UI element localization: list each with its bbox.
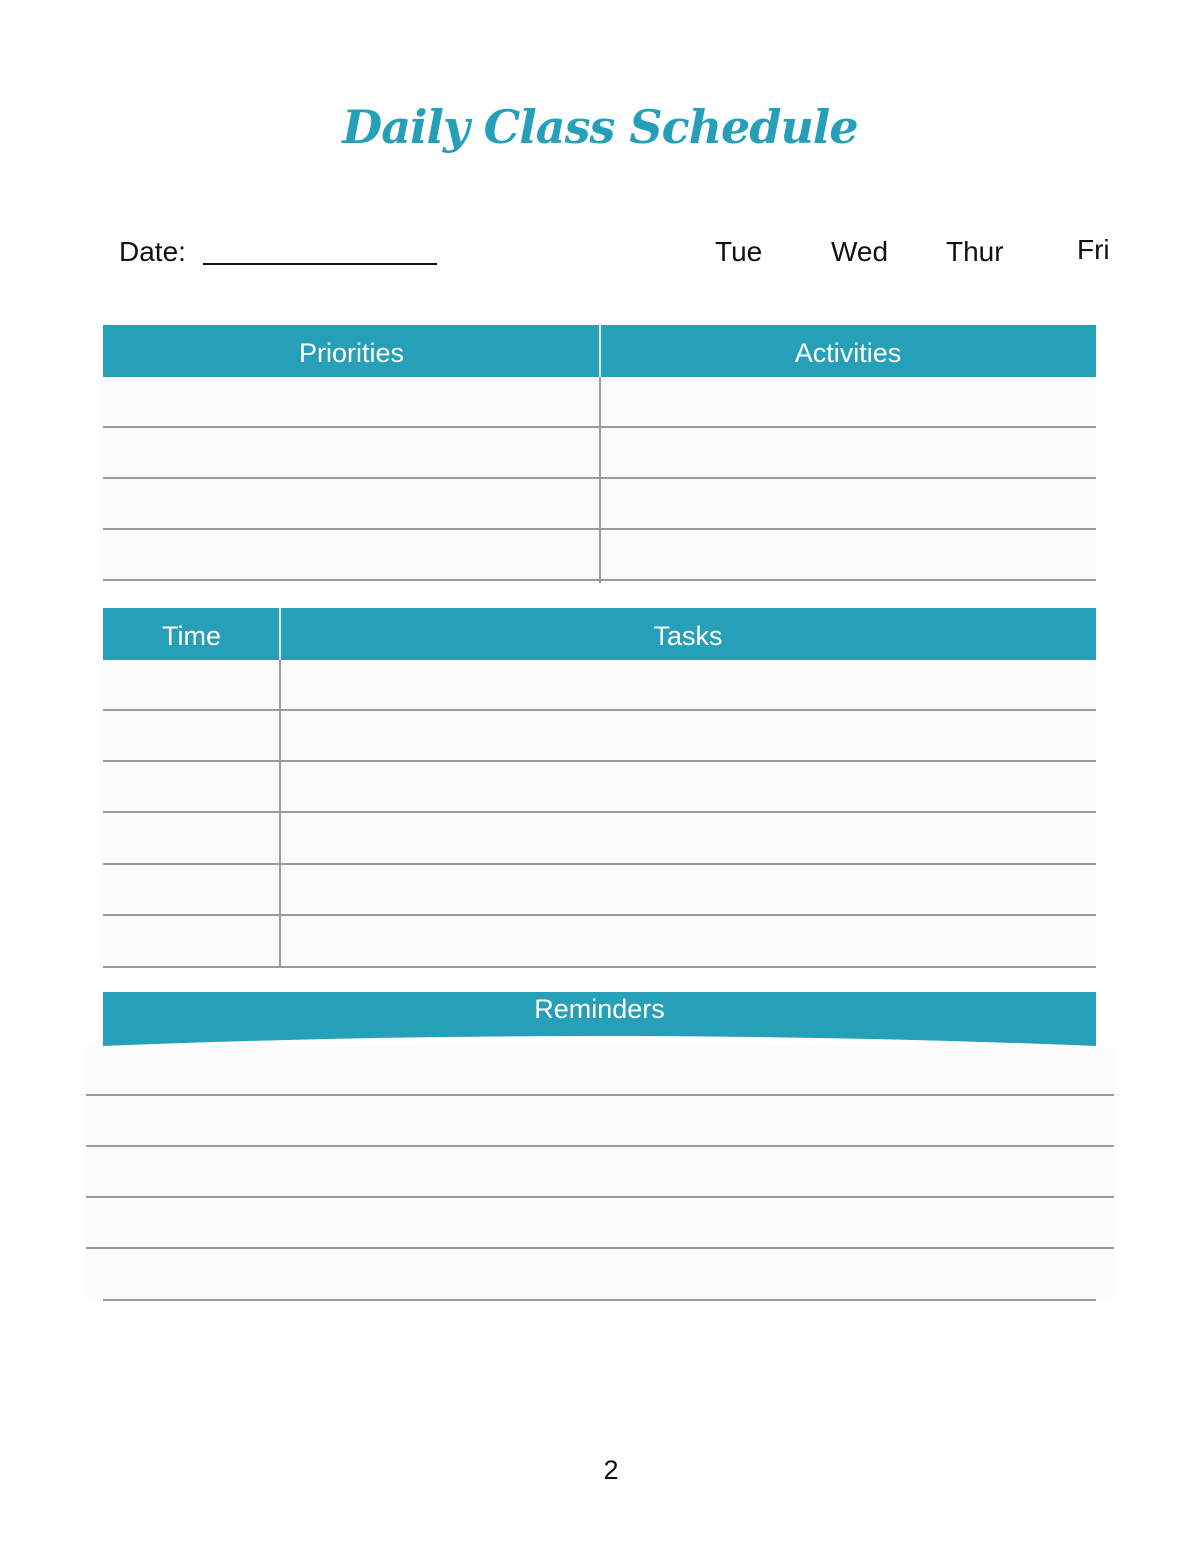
header-divider: [599, 325, 601, 377]
tasks-row[interactable]: [103, 813, 1096, 865]
tasks-row[interactable]: [103, 865, 1096, 916]
tasks-row[interactable]: [103, 711, 1096, 762]
tasks-row[interactable]: [103, 762, 1096, 813]
column-divider: [599, 377, 601, 583]
date-input-line[interactable]: [203, 263, 437, 265]
priorities-header: Priorities: [103, 325, 600, 377]
date-label: Date:: [119, 236, 186, 267]
header-divider: [279, 608, 281, 660]
day-wed[interactable]: Wed: [831, 236, 889, 267]
day-thur[interactable]: Thur: [946, 236, 1004, 267]
column-divider: [279, 660, 281, 968]
reminders-row[interactable]: [86, 1249, 1114, 1299]
priorities-table-header: [103, 325, 1096, 377]
reminders-row[interactable]: [86, 1046, 1114, 1096]
reminders-header: Reminders: [534, 994, 665, 1024]
page-title: Daily Class Schedule: [342, 100, 858, 154]
reminders-row[interactable]: [86, 1147, 1114, 1198]
day-fri[interactable]: Fri: [1077, 234, 1110, 265]
priorities-table: [103, 325, 1096, 583]
time-header: Time: [103, 608, 280, 660]
activities-header: Activities: [600, 325, 1096, 377]
tasks-row[interactable]: [103, 660, 1096, 711]
reminders-bottom-rule: [103, 1299, 1096, 1301]
tasks-header: Tasks: [280, 608, 1096, 660]
page-number: 2: [603, 1455, 619, 1485]
reminders-row[interactable]: [86, 1096, 1114, 1147]
reminders-row[interactable]: [86, 1198, 1114, 1249]
tasks-table-header: [103, 608, 1096, 660]
tasks-row[interactable]: [103, 916, 1096, 968]
tasks-table: [103, 608, 1096, 968]
day-tue[interactable]: Tue: [715, 236, 763, 267]
